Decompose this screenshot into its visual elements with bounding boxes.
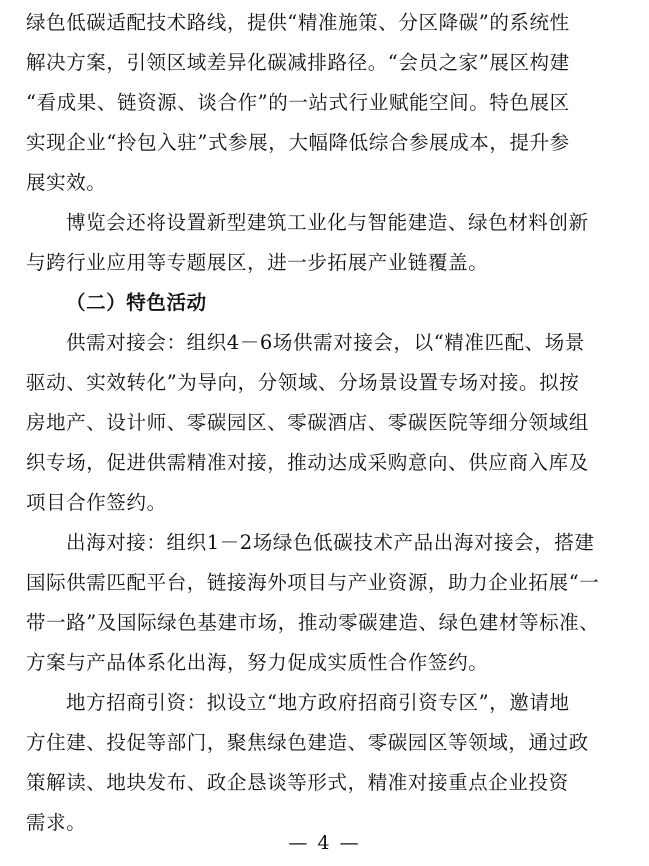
paragraph-line: 实现企业“拎包入驻”式参展，大幅降低综合参展成本，提升参 bbox=[26, 131, 570, 154]
paragraph-line: 需求。 bbox=[26, 811, 87, 834]
paragraph-line: 织专场，促进供需精准对接，推动达成采购意向、供应商入库及 bbox=[26, 451, 589, 474]
paragraph-line: 展实效。 bbox=[26, 171, 107, 194]
paragraph-line: 地方招商引资：拟设立“地方政府招商引资专区”，邀请地 bbox=[66, 691, 570, 714]
paragraph-line: 策解读、地块发布、政企恳谈等形式，精准对接重点企业投资 bbox=[26, 771, 569, 794]
paragraph-line: 国际供需匹配平台，链接海外项目与产业资源，助力企业拓展“一 bbox=[26, 571, 600, 594]
paragraph-line: 与跨行业应用等专题展区，进一步拓展产业链覆盖。 bbox=[26, 251, 489, 274]
paragraph-line: 解决方案，引领区域差异化碳减排路径。“会员之家”展区构建 bbox=[26, 51, 570, 74]
section-heading: （二）特色活动 bbox=[66, 291, 207, 314]
paragraph-line: 绿色低碳适配技术路线，提供“精准施策、分区降碳”的系统性 bbox=[26, 11, 570, 34]
page-number: — 4 — bbox=[288, 832, 361, 854]
paragraph-line: 项目合作签约。 bbox=[26, 491, 167, 514]
paragraph-line: 供需对接会：组织4－6场供需对接会，以“精准匹配、场景 bbox=[66, 331, 585, 354]
paragraph-line: 出海对接：组织1－2场绿色低碳技术产品出海对接会，搭建 bbox=[66, 531, 595, 554]
paragraph-line: 方案与产品体系化出海，努力促成实质性合作签约。 bbox=[26, 651, 489, 674]
paragraph-line: 方住建、投促等部门，聚焦绿色建造、零碳园区等领域，通过政 bbox=[26, 731, 589, 754]
paragraph-line: 博览会还将设置新型建筑工业化与智能建造、绿色材料创新 bbox=[66, 211, 589, 234]
paragraph-line: “看成果、链资源、谈合作”的一站式行业赋能空间。特色展区 bbox=[26, 91, 570, 114]
paragraph-line: 房地产、设计师、零碳园区、零碳酒店、零碳医院等细分领域组 bbox=[26, 411, 589, 434]
paragraph-line: 带一路”及国际绿色基建市场，推动零碳建造、绿色建材等标准、 bbox=[26, 611, 600, 634]
paragraph-line: 驱动、实效转化”为导向，分领域、分场景设置专场对接。拟按 bbox=[26, 371, 580, 394]
